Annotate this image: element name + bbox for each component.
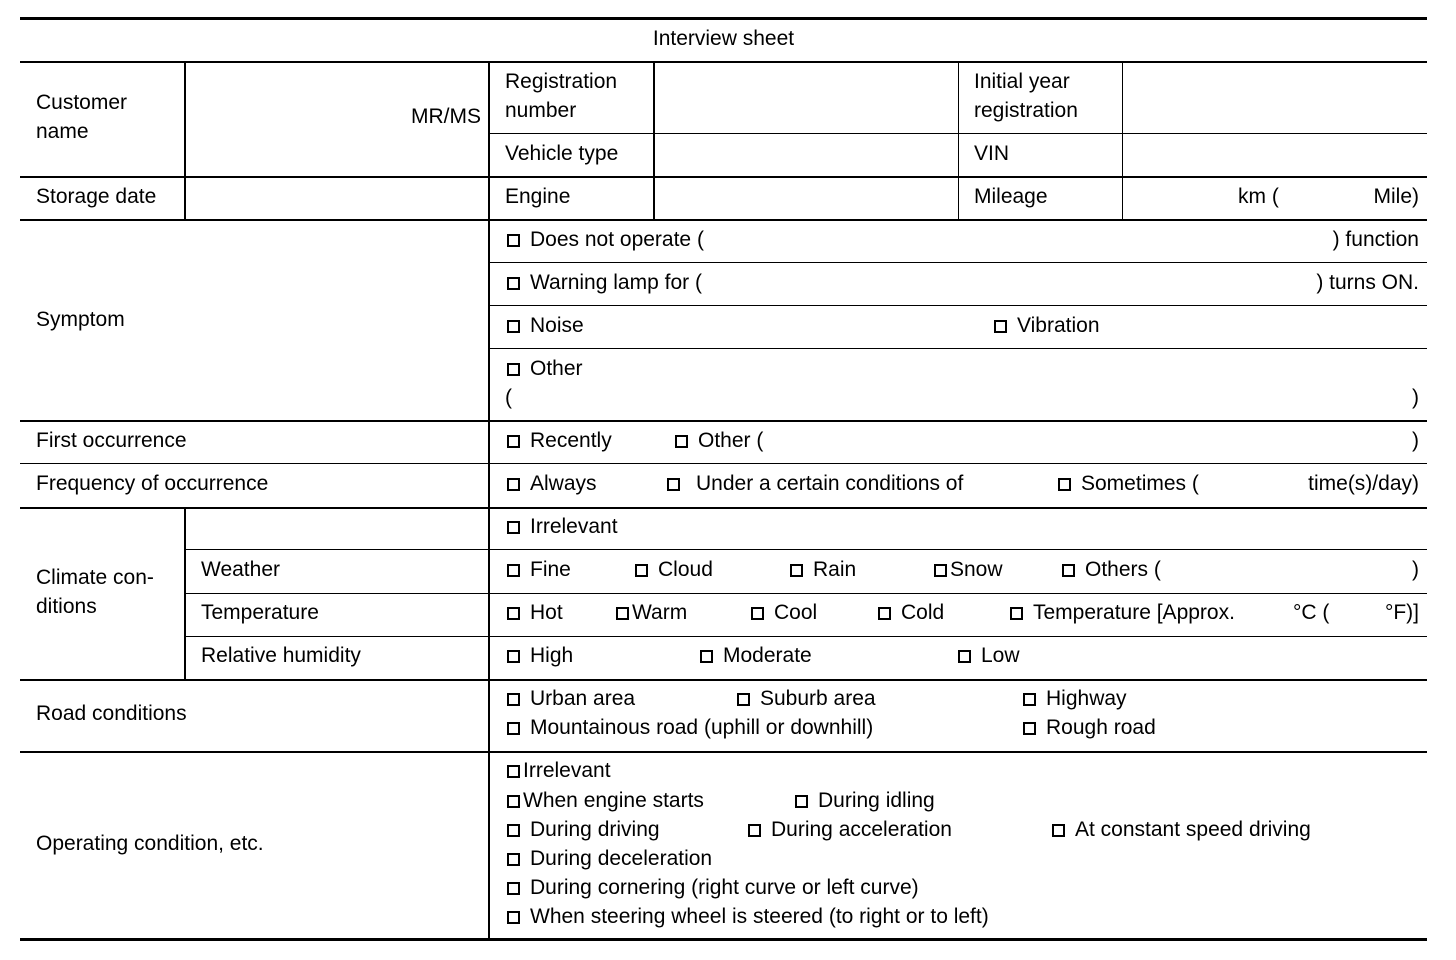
checkbox[interactable] [507,478,520,491]
temperature-label: Temperature [201,601,319,624]
function-close: ) function [1332,228,1419,251]
checkbox[interactable] [507,882,520,895]
other-option[interactable]: Other [507,354,583,383]
checkbox[interactable] [934,564,947,577]
checkbox[interactable] [507,521,520,534]
rough-road-option[interactable]: Rough road [1023,713,1156,742]
temperature-approx-option[interactable]: Temperature [Approx. [1010,598,1235,627]
checkbox[interactable] [1058,478,1071,491]
frequency-label: Frequency of occurrence [36,472,269,495]
mr-ms-label: MR/MS [411,105,481,128]
deg-c: °C ( [1293,601,1330,624]
hot-option[interactable]: Hot [507,598,563,627]
low-option[interactable]: Low [958,641,1020,670]
checkbox[interactable] [507,435,520,448]
engine-label: Engine [505,185,571,208]
checkbox[interactable] [507,607,520,620]
checkbox[interactable] [507,722,520,735]
cornering-option[interactable]: During cornering (right curve or left curve) [507,873,919,902]
rule [653,62,655,219]
under-conditions-option[interactable]: Under a certain conditions of [667,469,963,498]
vehicle-type-label: Vehicle type [505,142,619,165]
other-paren-open: ( [505,386,512,409]
rule [20,507,1427,509]
rule [184,508,186,680]
first-other-option[interactable]: Other ( [675,426,763,455]
checkbox[interactable] [1023,693,1036,706]
checkbox[interactable] [635,564,648,577]
checkbox[interactable] [737,693,750,706]
checkbox[interactable] [958,650,971,663]
checkbox[interactable] [1010,607,1023,620]
first-other-close: ) [1412,429,1419,452]
checkbox[interactable] [507,853,520,866]
acceleration-option[interactable]: During acceleration [748,815,952,844]
mileage-label: Mileage [974,185,1048,208]
checkbox[interactable] [507,911,520,924]
rule [958,62,959,219]
rule [20,176,1427,178]
moderate-option[interactable]: Moderate [700,641,812,670]
checkbox[interactable] [507,824,520,837]
checkbox[interactable] [507,320,520,333]
weather-label: Weather [201,558,280,581]
vibration-option[interactable]: Vibration [994,311,1100,340]
vin-label: VIN [974,142,1010,165]
cloud-option[interactable]: Cloud [635,555,713,584]
rule [20,219,1427,221]
customer-name-label: Customer name [36,91,128,143]
operating-condition-label: Operating condition, etc. [36,832,264,855]
mile-label: Mile) [1373,185,1419,208]
road-conditions-label: Road conditions [36,702,187,725]
does-not-operate-option[interactable]: Does not operate ( [507,225,704,254]
checkbox[interactable] [994,320,1007,333]
urban-option[interactable]: Urban area [507,684,635,713]
suburb-option[interactable]: Suburb area [737,684,876,713]
relative-humidity-label: Relative humidity [201,644,361,667]
turns-on-close: ) turns ON. [1316,271,1419,294]
driving-option[interactable]: During driving [507,815,660,844]
others-close: ) [1412,558,1419,581]
rule [20,463,1427,464]
rule [20,61,1427,63]
cold-option[interactable]: Cold [878,598,944,627]
rule-top [20,17,1427,20]
checkbox[interactable] [748,824,761,837]
deg-f: °F)] [1384,601,1419,624]
checkbox[interactable] [751,607,764,620]
always-option[interactable]: Always [507,469,597,498]
rule [185,549,1427,550]
cool-option[interactable]: Cool [751,598,817,627]
sheet-title: Interview sheet [652,27,795,50]
times-per-day: time(s)/day) [1308,472,1419,495]
highway-option[interactable]: Highway [1023,684,1127,713]
checkbox[interactable] [790,564,803,577]
checkbox[interactable] [1052,824,1065,837]
fine-option[interactable]: Fine [507,555,571,584]
climate-irrelevant-option[interactable]: Irrelevant [507,512,618,541]
deceleration-option[interactable]: During deceleration [507,844,712,873]
checkbox[interactable] [667,478,680,491]
rule [489,262,1427,263]
constant-speed-option[interactable]: At constant speed driving [1052,815,1311,844]
first-occurrence-label: First occurrence [36,429,187,452]
high-option[interactable]: High [507,641,573,670]
noise-option[interactable]: Noise [507,311,584,340]
mountainous-option[interactable]: Mountainous road (uphill or downhill) [507,713,873,742]
km-label: km ( [1238,185,1279,208]
rule [488,62,490,939]
rule-bottom [20,938,1427,941]
rule [20,679,1427,681]
rule [489,348,1427,349]
symptom-label: Symptom [36,308,125,331]
checkbox[interactable] [700,650,713,663]
checkbox[interactable] [507,765,520,778]
engine-starts-option[interactable]: When engine starts [507,786,704,815]
checkbox[interactable] [675,435,688,448]
checkbox[interactable] [616,607,629,620]
idling-option[interactable]: During idling [795,786,935,815]
rule [20,751,1427,753]
recently-option[interactable]: Recently [507,426,612,455]
rule [489,305,1427,306]
checkbox[interactable] [507,795,520,808]
climate-label: Climate con- ditions [36,566,154,618]
steering-option[interactable]: When steering wheel is steered (to right or to left) [507,902,989,931]
checkbox[interactable] [507,650,520,663]
storage-date-label: Storage date [36,185,157,208]
warm-option[interactable]: Warm [616,598,687,627]
warning-lamp-option[interactable]: Warning lamp for ( [507,268,702,297]
rule [1122,62,1123,219]
rule [184,62,186,219]
checkbox[interactable] [507,564,520,577]
checkbox[interactable] [507,693,520,706]
checkbox[interactable] [507,234,520,247]
checkbox[interactable] [1023,722,1036,735]
rule [185,636,1427,637]
checkbox[interactable] [507,363,520,376]
rule [185,593,1427,594]
checkbox[interactable] [878,607,891,620]
rule [20,420,1427,422]
checkbox[interactable] [795,795,808,808]
checkbox[interactable] [1062,564,1075,577]
operating-irrelevant-option[interactable]: Irrelevant [507,756,611,785]
snow-option[interactable]: Snow [934,555,1003,584]
other-paren-close: ) [1412,386,1419,409]
initial-year-label: Initial year registration [974,70,1078,122]
rain-option[interactable]: Rain [790,555,856,584]
checkbox[interactable] [507,277,520,290]
registration-number-label: Registration number [505,70,618,122]
sometimes-option[interactable]: Sometimes ( [1058,469,1199,498]
others-option[interactable]: Others ( [1062,555,1161,584]
